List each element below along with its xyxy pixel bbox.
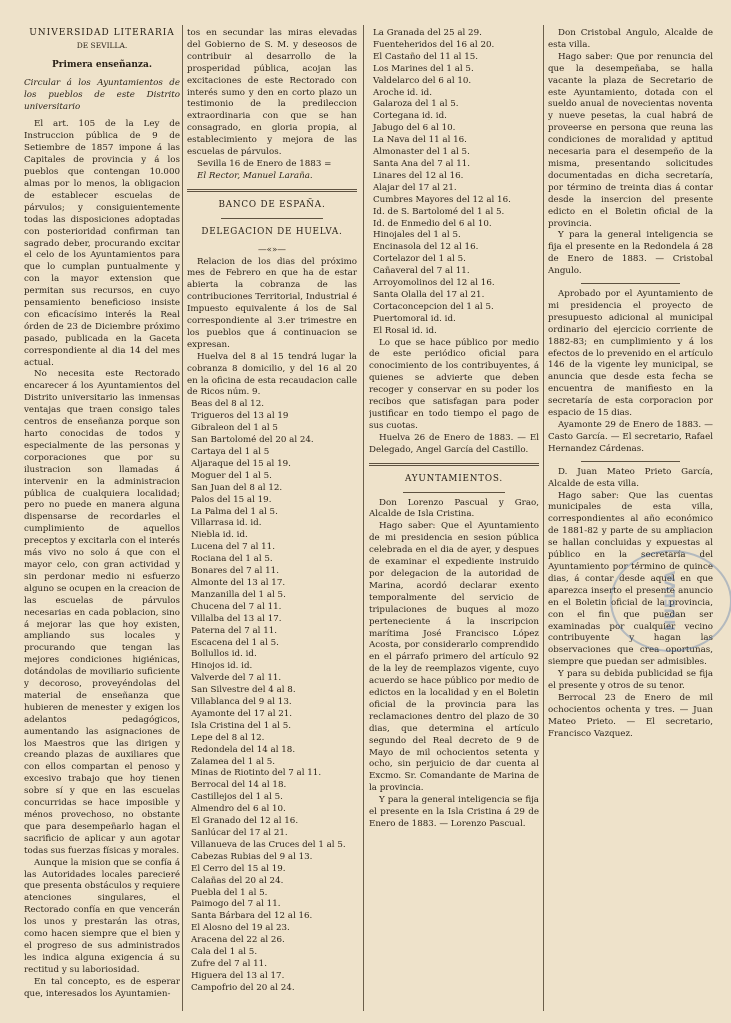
town-entry: Santa Bárbara del 12 al 16.	[191, 911, 313, 922]
town-entry: La Palma del 1 al 5.	[191, 506, 278, 517]
circular-title: Circular á los Ayuntamientos de los pueblos de este Distrito universitario	[24, 77, 180, 112]
town-entry: Cartaya del 1 al 5	[191, 447, 270, 457]
dateline: Sevilla 16 de Enero de 1883 =	[197, 158, 332, 169]
town-entry: Hinojales del 1 al 5.	[373, 230, 461, 241]
town-entry: Fuenteheridos del 16 al 20.	[373, 39, 495, 50]
town-entry: Escacena del 1 al 5.	[191, 637, 279, 648]
town-entry: El Cerro del 15 al 19.	[191, 863, 286, 874]
town-entry: El Castaño del 11 al 15.	[373, 51, 479, 62]
ayuntamientos-heading: AYUNTAMIENTOS.	[404, 473, 504, 484]
paragraph: Berrocal 23 de Enero de mil ochocientos ochenta y tres. — Juan Mateo Prieto. — El secretario, Francisco Vazquez.	[548, 692, 713, 739]
town-entry: El Rosal id. id.	[373, 325, 437, 336]
divider	[221, 218, 323, 219]
town-entry: Cortegana id. id.	[373, 111, 447, 122]
paragraph: Ayamonte 29 de Enero de 1883. — Casto García. — El secretario, Rafael Hernandez Cárdenas.	[548, 420, 713, 454]
town-entry: Puebla del 1 al 5.	[191, 887, 268, 898]
town-entry: Higuera del 13 al 17.	[191, 970, 285, 981]
paragraph: tos en secundar las miras elevadas del Gobierno de S. M. y deseosos de contribuir al desarrollo de la prosperidad pública, acojan las excitaciones de este Rectorado con interés sumo y den en corto plazo un testimonio de la predileccion extraordinaria con que se han consagrado, en gloria propia, al establecimiento y mejora de las escuelas de párvulos.	[187, 28, 357, 158]
column-rule	[182, 25, 183, 1011]
town-entry: Manzanilla del 1 al 5.	[191, 589, 286, 600]
town-entry: Los Marines del 1 al 5.	[373, 63, 474, 74]
town-entry: Paterna del 7 al 11.	[191, 625, 278, 636]
paragraph: En tal concepto, es de esperar que, interesados los Ayuntamien-	[24, 976, 180, 999]
town-entry: Gibraleon del 1 al 5	[191, 423, 278, 434]
sender: Don Lorenzo Pascual y Grao, Alcalde de Isla Cristina.	[369, 497, 539, 520]
ornament: —«»—	[257, 244, 286, 255]
town-entry: Cañaveral del 7 al 11.	[373, 266, 470, 277]
bank-heading: BANCO DE ESPAÑA.	[218, 199, 326, 210]
divider	[581, 461, 680, 462]
town-entry: Palos del 15 al 19.	[191, 494, 272, 505]
signature: El Rector, Manuel Laraña.	[197, 170, 313, 181]
paragraph: Y para la general inteligencia se fija el presente en la Redondela á 28 de Enero de 1883. — Cristobal Angulo.	[548, 230, 713, 277]
town-entry: Id. de Enmedio del 6 al 10.	[373, 218, 492, 229]
paragraph: Relacion de los dias del próximo mes de Febrero en que ha de estar abierta la cobranza de las contribuciones Territorial, Industrial é Impuesto equivalente á los de Sal correspondiente al 3.er trimestre en los pueblos que á continuacion se expresan.	[187, 256, 357, 350]
town-entry: Zalamea del 1 al 5.	[191, 756, 276, 767]
town-entry: Calañas del 20 al 24.	[191, 875, 284, 886]
town-entry: Alajar del 17 al 21.	[373, 182, 457, 193]
town-entry: Santa Olalla del 17 al 21.	[373, 289, 485, 300]
paragraph: No necesita este Rectorado encarecer á los Ayuntamientos del Distrito universitario las inmensas ventajas que traen consigo tales centros de enseñanza porque son harto conocidas de todos y especialmente de las personas y corporaciones que por su ilustracion son llamadas á intervenir en la administracion pública de cualquiera localidad; pero no puede en manera alguna dispensarse de recordarles el cumplimiento de aquellos preceptos y excitarla con el interés más vivo no solo á que con el mayor celo, con gran actividad y sin perdonar medio ni esfuerzo alguno se ocupen en la creacion de las escuelas de párvulos necesarias en cada poblacion, sino á mejorar las que hoy existen, ampliando sus locales y procurando que tengan las mejores condiciones higiénicas, dotándolas de moviliario suficiente y decoroso, proveyéndolas del material de enseñanza que hubieren de menester y exigen los adelantos pedagógicos, aumentando las asignaciones de los Maestros que las dirigen y creando plazas de auxiliares que con ellos compartan el penoso y excesivo trabajo que hoy tienen sobre sí y que en las escuelas concurridas se hace imposible y ménos provechoso, no obstante que para desempeñarlo hagan el sacrificio de aplicar y aun agotar todas sus fuerzas físicas y morales.	[24, 369, 180, 856]
paragraph: El art. 105 de la Ley de Instruccion pública de 9 de Setiembre de 1857 impone á las Capitales de provincia y á los pueblos que contengan 10.000 almas por lo menos, la obligacion de establecer escuelas de párvulos; y consiguientemente todas las disposiciones adoptadas con posterioridad confirman tan sagrado deber, procurando excitar el celo de los Ayuntamientos para que lo cumplan puntualmente y con la mayor extension que permitan sus recursos, en cuyo pensamiento beneficioso insiste con eficacísimo interés la Real órden de 23 de Diciembre próximo pasado, publicada en la Gaceta correspondiente al dia 14 del mes actual.	[24, 119, 180, 368]
sender: Don Cristobal Angulo, Alcalde de esta villa.	[548, 28, 713, 50]
divider	[581, 283, 680, 284]
town-entry: Aracena del 22 al 26.	[191, 935, 285, 946]
town-entry: Villarrasa id. id.	[191, 518, 262, 529]
town-entry: San Silvestre del 4 al 8.	[191, 685, 296, 696]
town-list	[369, 28, 539, 338]
city-subheading: DE SEVILLA.	[76, 40, 128, 50]
town-entry: Lepe del 8 al 12.	[191, 732, 265, 743]
town-entry: Puertomoral id. id.	[373, 313, 456, 324]
paragraph: Huelva del 8 al 15 tendrá lugar la cobranza 8 domicilio, y del 16 al 20 en la oficina de esta recaudacion calle de Ricos núm. 9.	[187, 351, 357, 398]
town-list	[187, 399, 357, 994]
town-entry: Almendro del 6 al 10.	[191, 804, 286, 815]
town-entry: Paimogo del 7 al 11.	[191, 899, 281, 910]
paragraph: Lo que se hace público por medio de este periódico oficial para conocimiento de los contribuyentes, á quienes se advierte que deben recoger y conservar en su poder los recibos que satisfagan para poder justificar en todo tiempo el pago de sus cuotas.	[369, 337, 539, 431]
town-entry: Arroyomolinos del 12 al 16.	[373, 278, 495, 289]
town-entry: Moguer del 1 al 5.	[191, 470, 272, 481]
town-entry: Galaroza del 1 al 5.	[373, 99, 459, 110]
column-3	[369, 28, 539, 831]
town-entry: Cortelazor del 1 al 5.	[373, 254, 466, 265]
town-entry: El Granado del 12 al 16.	[191, 816, 299, 827]
town-entry: Villalba del 13 al 17.	[191, 613, 282, 624]
paragraph: Y para su debida publicidad se fija el presente y otros de su tenor.	[548, 669, 713, 692]
paragraph: Aunque la mision que se confía á las Autoridades locales parecieré que presenta obstáculos y requiere atenciones singulares, el Rectorado confía en que vencerán los unos y prestarán las otras, como hacen siempre que el bien y el progreso de sus administrados les indica alguna exigencia á su rectitud y su laboriosidad.	[24, 857, 180, 975]
town-entry: Bonares del 7 al 11.	[191, 566, 279, 577]
column-rule	[543, 25, 544, 1011]
town-entry: San Juan del 8 al 12.	[191, 482, 283, 493]
town-entry: Castillejos del 1 al 5.	[191, 792, 283, 803]
paragraph: Hago saber: Que el Ayuntamiento de mi presidencia en sesion pública celebrada en el dia de ayer, y despues de examinar el expediente instruido por delegacion de la autoridad de Marina, acordó declarar exento temporalmente del servicio de tripulaciones de buques al mozo perteneciente á la inscripcion marítima José Francisco López Acosta, por considerarlo comprendido en el párrafo primero del artículo 92 de la ley de reemplazos vigente, cuyo acuerdo se hace público por medio de edictos en la localidad y en el Boletin oficial de la provincia para las reclamaciones dentro del plazo de 30 dias, que determina el artículo segundo del Real decreto de 9 de Mayo de mil ochocientos setenta y ocho, sin perjuicio de dar cuenta al Excmo. Sr. Comandante de Marina de la provincia.	[369, 521, 539, 794]
town-entry: Minas de Riotinto del 7 al 11.	[191, 768, 322, 779]
town-entry: Sanlúcar del 17 al 21.	[191, 828, 288, 838]
town-entry: Ayamonte del 17 al 21.	[191, 708, 293, 719]
divider	[403, 492, 505, 493]
sender: D. Juan Mateo Prieto García, Alcalde de esta villa.	[548, 466, 713, 489]
town-entry: El Alosno del 19 al 23.	[191, 923, 290, 934]
dateline: Huelva 26 de Enero de 1883. — El Delegado, Angel García del Castillo.	[369, 432, 539, 455]
town-entry: Campofrio del 20 al 24.	[191, 982, 295, 993]
town-entry: Encinasola del 12 al 16.	[373, 242, 479, 253]
town-entry: Almonaster del 1 al 5.	[373, 147, 470, 158]
town-entry: Valdelarco del 6 al 10.	[373, 75, 472, 86]
town-entry: Hinojos id. id.	[191, 661, 253, 672]
paragraph: Y para la general inteligencia se fija el presente en la Isla Cristina á 29 de Enero de 1883. — Lorenzo Pascual.	[369, 795, 539, 829]
town-entry: Jabugo del 6 al 10.	[373, 123, 456, 134]
town-entry: Aroche id. id.	[373, 87, 432, 98]
column-rule	[363, 25, 364, 1011]
town-entry: Trigueros del 13 al 19	[191, 411, 289, 422]
town-entry: Beas del 8 al 12.	[191, 399, 264, 410]
town-entry: La Nava del 11 al 16.	[373, 135, 467, 146]
divider	[187, 189, 357, 192]
town-entry: Cala del 1 al 5.	[191, 947, 258, 958]
town-entry: Rociana del 1 al 5.	[191, 554, 273, 565]
column-1	[24, 28, 180, 1001]
section-heading: Primera enseñanza.	[52, 59, 152, 70]
town-entry: Valverde del 7 al 11.	[191, 673, 282, 684]
town-entry: Niebla id. id.	[191, 530, 248, 541]
town-entry: Bollullos id. id.	[191, 649, 257, 660]
town-entry: Almonte del 13 al 17.	[191, 577, 286, 588]
town-entry: Cabezas Rubias del 9 al 13.	[191, 851, 313, 862]
university-heading: UNIVERSIDAD LITERARIA	[29, 28, 175, 38]
town-entry: Santa Ana del 7 al 11.	[373, 158, 471, 169]
town-entry: Lucena del 7 al 11.	[191, 542, 275, 553]
town-entry: Berrocal del 14 al 18.	[191, 780, 287, 791]
town-entry: Villanueva de las Cruces del 1 al 5.	[191, 839, 346, 850]
town-entry: Id. de S. Bartolomé del 1 al 5.	[373, 206, 505, 217]
divider	[369, 463, 539, 466]
town-entry: Zufre del 7 al 11.	[191, 958, 267, 969]
library-stamp: HUELVA	[610, 550, 731, 652]
column-2	[187, 28, 357, 995]
paragraph: Hago saber: Que por renuncia del que la desempeñaba, se halla vacante la plaza de Secretario de este Ayuntamiento, dotada con el sueldo anual de novecientas noventa y nueve pesetas, la cual habrá de proveerse en persona que reuna las condiciones de moralidad y aptitud necesaria para el desempeño de la misma, presentando solicitudes documentadas en dicha secretaría, por término de treinta dias á contar desde la insercion del presente edicto en el Boletin oficial de la provincia.	[548, 51, 713, 229]
paragraph: Hago saber: Que las cuentas municipales de esta villa, correspondientes al año económico de 1881-82 y parte de su ampliacion se hallan concluidas y expuestas al público en la secretaría del Ayuntamiento por término de quince dias, á contar desde aquel en que aparezca inserto el presente anuncio en el Boletin oficial de la provincia, con el fin que puedan ser examinadas por cualquier vecino contribuyente y hagan las observaciones que crea oportunas, siempre que puedan ser admisibles.	[548, 490, 713, 668]
town-entry: Cortaconcepcion del 1 al 5.	[373, 301, 494, 312]
town-entry: Chucena del 7 al 11.	[191, 601, 282, 612]
town-entry: La Granada del 25 al 29.	[373, 28, 482, 38]
town-entry: Aljaraque del 15 al 19.	[191, 458, 291, 469]
town-entry: San Bartolomé del 20 al 24.	[191, 435, 314, 446]
paragraph: Aprobado por el Ayuntamiento de mi presidencia el proyecto de presupuesto adicional al municipal ordinario del ejercicio corriente de 1882-83; en cumplimiento y á los efectos de lo prevenido en el artículo 146 de la vigente ley municipal, se anuncia que desde esta fecha se encuentra de manifiesto en la secretaría de esta corporacion por espacio de 15 dias.	[548, 289, 713, 419]
town-entry: Isla Cristina del 1 al 5.	[191, 720, 291, 731]
town-entry: Linares del 12 al 16.	[373, 170, 464, 181]
town-entry: Redondela del 14 al 18.	[191, 744, 296, 755]
town-entry: Villablanca del 9 al 13.	[191, 697, 292, 708]
delegation-heading: DELEGACION DE HUELVA.	[201, 226, 343, 237]
town-entry: Cumbres Mayores del 12 al 16.	[373, 194, 511, 205]
